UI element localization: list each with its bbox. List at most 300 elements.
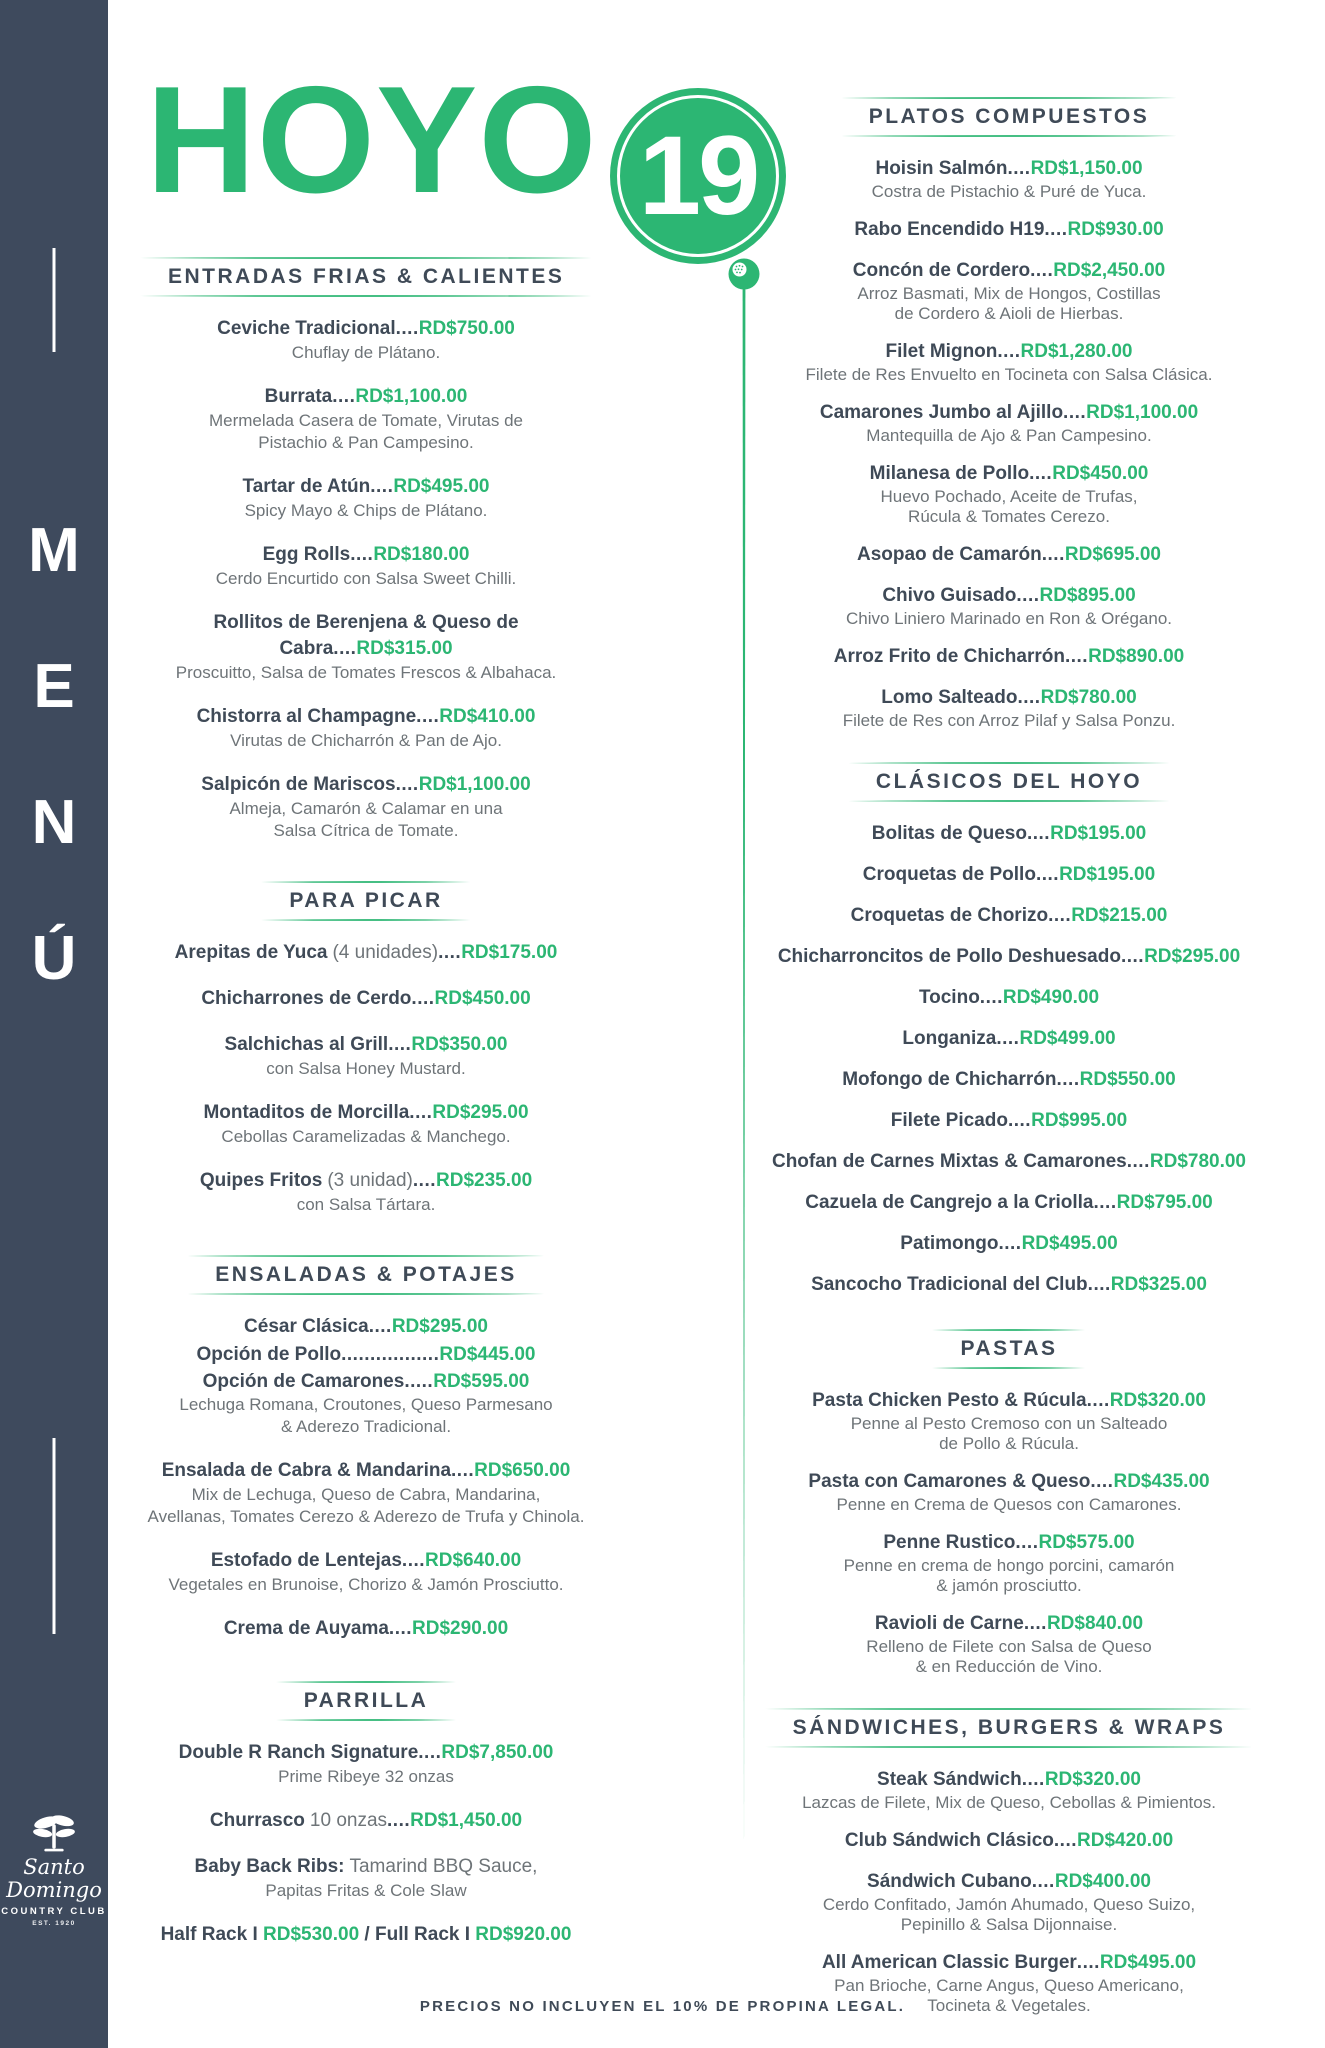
item-variant-label: / <box>359 1924 375 1945</box>
item-variant-label: Half Rack I <box>160 1924 264 1945</box>
item-description-line: Cerdo Confitado, Jamón Ahumado, Queso Suizo, <box>822 1895 1196 1914</box>
item-description-line: Prime Ribeye 32 onzas <box>278 1767 454 1786</box>
item-name: Chicharrones de Cerdo <box>201 988 412 1009</box>
section-rule <box>848 799 1170 803</box>
menu-item-line <box>760 944 1258 970</box>
item-price: RD$450.00 <box>1052 463 1149 484</box>
menu-letter: E <box>33 652 75 721</box>
menu-item-line <box>140 1740 592 1766</box>
item-description-line: Mantequilla de Ajo & Pan Campesino. <box>866 426 1152 445</box>
menu-section-para-picar <box>140 880 592 1216</box>
item-leader-dots: .... <box>997 341 1021 362</box>
item-leader-dots: .... <box>1041 544 1065 565</box>
option-price: RD$595.00 <box>433 1371 530 1392</box>
item-name: Hoisin Salmón <box>875 158 1008 179</box>
menu-item <box>760 985 1258 1011</box>
item-price: RD$350.00 <box>411 1034 508 1055</box>
section-rule <box>765 1745 1254 1749</box>
menu-item <box>140 542 592 590</box>
menu-item-option <box>140 1342 592 1367</box>
menu-item-line <box>760 1190 1258 1216</box>
item-price: RD$650.00 <box>474 1460 571 1481</box>
section-rule <box>276 1718 457 1722</box>
menu-item-line <box>760 821 1258 847</box>
item-price: RD$235.00 <box>436 1170 533 1191</box>
menu-item-line <box>140 1168 592 1194</box>
section-title: PARRILLA <box>303 1689 429 1712</box>
sidebar <box>0 0 108 2048</box>
item-leader-dots: .... <box>1030 260 1054 281</box>
item-price: RD$320.00 <box>1109 1390 1206 1411</box>
menu-item-line <box>760 1026 1258 1052</box>
item-leader-dots: .... <box>998 1233 1022 1254</box>
item-leader-dots: .... <box>370 476 394 497</box>
item-price: RD$295.00 <box>432 1102 529 1123</box>
club-established: EST. 1920 <box>32 1920 76 1928</box>
item-description-line: & jamón prosciutto. <box>936 1576 1082 1595</box>
item-leader-dots: .... <box>1044 219 1068 240</box>
menu-item <box>760 1828 1258 1854</box>
item-description-line: Virutas de Chicharrón & Pan de Ajo. <box>230 731 502 750</box>
item-price: RD$175.00 <box>461 942 558 963</box>
item-leader-dots: .... <box>350 544 374 565</box>
menu-item <box>760 1869 1258 1935</box>
item-name: Filete Picado <box>890 1110 1008 1131</box>
item-name: Filet Mignon <box>885 341 998 362</box>
menu-item <box>760 1272 1258 1298</box>
item-leader-dots: .... <box>1053 1830 1078 1851</box>
item-name: Burrata <box>264 386 333 407</box>
menu-item <box>760 1767 1258 1813</box>
menu-item-line <box>760 1388 1258 1414</box>
item-note: (4 unidades) <box>332 942 439 963</box>
item-name: Concón de Cordero <box>852 260 1031 281</box>
menu-item <box>140 986 592 1012</box>
menu-item-line <box>760 903 1258 929</box>
menu-item-line <box>760 1108 1258 1134</box>
option-price: RD$445.00 <box>439 1344 536 1365</box>
section-title: PLATOS COMPUESTOS <box>868 105 1150 128</box>
menu-item-line <box>140 1854 592 1880</box>
option-name: Opción de Pollo <box>196 1344 342 1365</box>
item-name: Estofado de Lentejas <box>210 1550 402 1571</box>
menu-item <box>140 1740 592 1788</box>
item-name: Penne Rustico <box>883 1532 1016 1553</box>
item-leader-dots: .... <box>979 987 1003 1008</box>
menu-item <box>760 1067 1258 1093</box>
item-leader-dots: .... <box>1021 1769 1045 1790</box>
item-price: RD$180.00 <box>373 544 470 565</box>
item-price: RD$495.00 <box>1021 1233 1118 1254</box>
menu-item <box>760 944 1258 970</box>
section-title: ENTRADAS FRIAS & CALIENTES <box>168 265 565 288</box>
item-name: Montaditos de Morcilla <box>203 1102 410 1123</box>
item-price: RD$795.00 <box>1116 1192 1213 1213</box>
menu-letter: N <box>31 788 77 857</box>
item-leader-dots: .... <box>1087 1274 1111 1295</box>
item-price: RD$290.00 <box>412 1618 509 1639</box>
item-price: RD$750.00 <box>418 318 515 339</box>
item-description-line: Rúcula & Tomates Cerezo. <box>908 507 1110 526</box>
menu-item-line <box>760 1950 1258 1976</box>
menu-item <box>760 461 1258 527</box>
menu-item <box>760 583 1258 629</box>
item-name: Milanesa de Pollo <box>869 463 1030 484</box>
menu-section-s-ndwiches-burgers-wraps <box>760 1707 1258 2016</box>
item-price: RD$295.00 <box>391 1316 488 1337</box>
item-name: All American Classic Burger <box>821 1952 1077 1973</box>
item-name: Sándwich Cubano <box>867 1871 1032 1892</box>
menu-item-line <box>760 985 1258 1011</box>
item-price: RD$295.00 <box>1144 946 1241 967</box>
sidebar-bottom-rule <box>53 1438 56 1634</box>
item-leader-dots: .... <box>388 1034 412 1055</box>
section-header <box>932 1328 1085 1370</box>
menu-section-pastas <box>760 1328 1258 1677</box>
menu-item <box>760 862 1258 888</box>
menu-item <box>760 400 1258 446</box>
item-name: Sancocho Tradicional del Club <box>811 1274 1088 1295</box>
item-price: RD$1,100.00 <box>355 386 468 407</box>
menu-item <box>140 1616 592 1642</box>
section-header <box>261 880 470 922</box>
section-header <box>841 96 1178 138</box>
item-description-line: Huevo Pochado, Aceite de Trufas, <box>880 487 1138 506</box>
item-price: RD$215.00 <box>1071 905 1168 926</box>
item-name: Tartar de Atún <box>242 476 371 497</box>
item-description-line: Vegetales en Brunoise, Chorizo & Jamón Prosciutto. <box>168 1575 564 1594</box>
item-name: Club Sándwich Clásico <box>844 1830 1054 1851</box>
item-name: Rollitos de Berenjena & Queso de Cabra <box>213 612 519 659</box>
menu-item-line <box>760 583 1258 609</box>
menu-item-option <box>140 1369 592 1394</box>
item-name: Camarones Jumbo al Ajillo <box>819 402 1064 423</box>
item-price: RD$780.00 <box>1040 687 1137 708</box>
footer-note: PRECIOS NO INCLUYEN EL 10% DE PROPINA LEGAL. <box>419 1998 906 2015</box>
menu-item-line <box>760 1869 1258 1895</box>
menu-item-line <box>140 1548 592 1574</box>
menu-item <box>140 1922 592 1948</box>
item-leader-dots: .... <box>395 318 419 339</box>
item-name: Patimongo <box>900 1233 999 1254</box>
menu-letter: M <box>28 516 80 585</box>
menu-item-line <box>760 339 1258 365</box>
item-name: Pasta Chicken Pesto & Rúcula <box>812 1390 1087 1411</box>
item-leader-dots: .... <box>411 988 435 1009</box>
item-name: Cazuela de Cangrejo a la Criolla <box>805 1192 1094 1213</box>
item-description-line: Lazcas de Filete, Mix de Queso, Cebollas & Pimientos. <box>802 1793 1216 1812</box>
item-price: RD$325.00 <box>1110 1274 1207 1295</box>
item-price: RD$695.00 <box>1064 544 1161 565</box>
item-leader-dots: .... <box>1056 1069 1080 1090</box>
menu-item-line <box>760 1272 1258 1298</box>
menu-item <box>760 1530 1258 1596</box>
menu-item <box>140 1548 592 1596</box>
item-description-line: de Cordero & Aioli de Hierbas. <box>894 304 1124 323</box>
item-leader-dots: .... <box>451 1460 475 1481</box>
item-description-line: con Salsa Honey Mustard. <box>266 1059 466 1078</box>
item-description-line: Pan Brioche, Carne Angus, Queso Americano, <box>834 1976 1184 1995</box>
item-name: Ceviche Tradicional <box>217 318 396 339</box>
menu-item-line <box>760 1149 1258 1175</box>
menu-item-line <box>760 542 1258 568</box>
item-price: RD$780.00 <box>1149 1151 1246 1172</box>
menu-item-line <box>760 1067 1258 1093</box>
item-price: RD$1,450.00 <box>410 1810 523 1831</box>
section-title: ENSALADAS & POTAJES <box>215 1263 517 1286</box>
section-rule <box>261 918 470 922</box>
item-price: RD$920.00 <box>475 1924 572 1945</box>
country-club-logo <box>0 1812 108 1927</box>
item-name: Ravioli de Carne <box>874 1613 1024 1634</box>
item-name: Quipes Fritos <box>199 1170 323 1191</box>
menu-item <box>140 1314 592 1438</box>
menu-item <box>140 1168 592 1216</box>
item-price: RD$640.00 <box>425 1550 522 1571</box>
item-price: RD$550.00 <box>1079 1069 1176 1090</box>
menu-vertical-title <box>0 516 108 993</box>
menu-item-line <box>140 1100 592 1126</box>
item-leader-dots: .... <box>1031 1871 1055 1892</box>
section-title: SÁNDWICHES, BURGERS & WRAPS <box>792 1716 1226 1739</box>
section-header <box>187 1254 544 1296</box>
menu-item <box>140 1808 592 1834</box>
section-title: PARA PICAR <box>289 889 443 912</box>
item-price: RD$499.00 <box>1019 1028 1116 1049</box>
option-leader-dots: ................. <box>341 1344 440 1365</box>
section-title: PASTAS <box>960 1337 1058 1360</box>
item-name: César Clásica <box>244 1316 369 1337</box>
menu-item <box>140 474 592 522</box>
menu-item-line <box>140 1314 592 1340</box>
menu-section-parrilla <box>140 1680 592 1948</box>
menu-item <box>760 1611 1258 1677</box>
item-price: RD$840.00 <box>1046 1613 1144 1634</box>
item-leader-dots: .... <box>1007 158 1031 179</box>
item-name: Arepitas de Yuca <box>174 942 328 963</box>
item-price: RD$195.00 <box>1050 823 1147 844</box>
menu-item-line <box>760 1611 1258 1637</box>
menu-item-line <box>760 217 1258 243</box>
menu-item <box>760 644 1258 670</box>
section-header <box>765 1707 1254 1749</box>
item-leader-dots: .... <box>1090 1471 1114 1492</box>
menu-section-cl-sicos-del-hoyo <box>760 761 1258 1298</box>
menu-item-line <box>140 1458 592 1484</box>
item-description-line: Avellanas, Tomates Cerezo & Aderezo de Trufa y Chinola. <box>147 1507 585 1526</box>
item-price: RD$410.00 <box>439 706 536 727</box>
menu-item-line <box>140 384 592 410</box>
item-description-line: Costra de Pistachio & Puré de Yuca. <box>871 182 1147 201</box>
item-description-line: Chuflay de Plátano. <box>291 343 441 362</box>
menu-item <box>140 704 592 752</box>
menu-item <box>140 1458 592 1528</box>
item-name: Arroz Frito de Chicharrón <box>833 646 1065 667</box>
menu-item <box>760 1231 1258 1257</box>
item-leader-dots: .... <box>395 774 419 795</box>
club-name-caps: COUNTRY CLUB <box>1 1906 107 1918</box>
item-description-line: Mermelada Casera de Tomate, Virutas de <box>208 411 524 430</box>
item-name: Mofongo de Chicharrón <box>842 1069 1057 1090</box>
menu-item <box>140 1032 592 1080</box>
menu-letter: Ú <box>31 924 77 993</box>
item-description-line: Chivo Liniero Marinado en Ron & Orégano. <box>845 609 1173 628</box>
menu-item-line <box>140 940 592 966</box>
item-description-line: Salsa Cítrica de Tomate. <box>273 821 459 840</box>
section-header <box>848 761 1170 803</box>
menu-item <box>140 316 592 364</box>
item-price: RD$1,280.00 <box>1020 341 1133 362</box>
item-description-line: Spicy Mayo & Chips de Plátano. <box>244 501 488 520</box>
item-price: RD$450.00 <box>434 988 531 1009</box>
item-name: Longaniza <box>902 1028 997 1049</box>
item-description-line: Filete de Res con Arroz Pilaf y Salsa Ponzu. <box>842 711 1176 730</box>
menu-item-line <box>760 1530 1258 1556</box>
menu-item <box>140 1100 592 1148</box>
section-rule <box>140 294 592 298</box>
menu-item <box>760 685 1258 731</box>
item-description-line: Penne en Crema de Quesos con Camarones. <box>836 1495 1182 1514</box>
item-name: Pasta con Camarones & Queso <box>808 1471 1091 1492</box>
item-price: RD$1,100.00 <box>1086 402 1199 423</box>
item-note: (3 unidad) <box>327 1170 413 1191</box>
item-name: Ensalada de Cabra & Mandarina <box>161 1460 452 1481</box>
item-leader-dots: .... <box>1007 1110 1032 1131</box>
item-leader-dots: .... <box>1015 1532 1039 1553</box>
item-description-line: Almeja, Camarón & Calamar en una <box>229 799 503 818</box>
item-description-line: Pepinillo & Salsa Dijonnaise. <box>900 1915 1118 1934</box>
menu-item-line <box>140 1616 592 1642</box>
item-price: RD$7,850.00 <box>441 1742 554 1763</box>
item-name: Chivo Guisado <box>882 585 1017 606</box>
item-price: RD$1,150.00 <box>1030 158 1143 179</box>
item-leader-dots: .... <box>416 706 440 727</box>
menu-item <box>140 610 592 684</box>
item-price: RD$530.00 <box>263 1924 360 1945</box>
item-name: Croquetas de Pollo <box>862 864 1036 885</box>
menu-item <box>140 384 592 454</box>
menu-item <box>760 1149 1258 1175</box>
item-description-line: & Aderezo Tradicional. <box>280 1417 452 1436</box>
item-leader-dots: .... <box>1029 463 1053 484</box>
menu-item <box>760 1190 1258 1216</box>
item-price: RD$2,450.00 <box>1053 260 1166 281</box>
menu-item <box>140 1854 592 1902</box>
menu-item <box>760 339 1258 385</box>
item-name: Chicharroncitos de Pollo Deshuesado <box>777 946 1121 967</box>
menu-item-line <box>760 1828 1258 1854</box>
item-leader-dots: .... <box>1093 1192 1117 1213</box>
item-leader-dots: .... <box>401 1550 426 1571</box>
item-description-line: Penne al Pesto Cremoso con un Salteado <box>850 1414 1168 1433</box>
item-price: RD$890.00 <box>1088 646 1185 667</box>
item-name: Salchichas al Grill <box>224 1034 389 1055</box>
item-note: Tamarind BBQ Sauce, <box>349 1856 538 1877</box>
item-leader-dots: .... <box>418 1742 442 1763</box>
item-price: RD$320.00 <box>1044 1769 1141 1790</box>
item-leader-dots: .... <box>996 1028 1020 1049</box>
item-description-line: con Salsa Tártara. <box>296 1195 436 1214</box>
menu-item-line <box>140 1808 592 1834</box>
item-description-line: Filete de Res Envuelto en Tocineta con Salsa Clásica. <box>805 365 1213 384</box>
item-name: Bolitas de Queso <box>871 823 1027 844</box>
item-name: Croquetas de Chorizo <box>850 905 1049 926</box>
item-leader-dots: .... <box>1076 1952 1100 1973</box>
item-description-line: Cebollas Caramelizadas & Manchego. <box>221 1127 511 1146</box>
menu-item-line <box>760 258 1258 284</box>
menu-item-line <box>140 1032 592 1058</box>
menu-item <box>760 217 1258 243</box>
item-price: RD$490.00 <box>1002 987 1100 1008</box>
menu-item-line <box>140 610 592 662</box>
palm-tree-icon <box>27 1812 81 1854</box>
section-title: CLÁSICOS DEL HOYO <box>875 770 1143 793</box>
item-name: Salpicón de Mariscos <box>201 774 396 795</box>
item-leader-dots: .... <box>1016 585 1040 606</box>
item-leader-dots: .... <box>1026 823 1051 844</box>
menu-item-line <box>140 1922 592 1948</box>
item-price: RD$400.00 <box>1054 1871 1151 1892</box>
item-description-line: Lechuga Romana, Croutones, Queso Parmesano <box>179 1395 553 1414</box>
item-name: Double R Ranch Signature <box>178 1742 419 1763</box>
menu-item-line <box>140 772 592 798</box>
item-price: RD$495.00 <box>1099 1952 1197 1973</box>
item-description-line: Relleno de Filete con Salsa de Queso <box>866 1637 1152 1656</box>
item-leader-dots: .... <box>438 942 462 963</box>
item-leader-dots: .... <box>409 1102 433 1123</box>
item-description-line: Papitas Fritas & Cole Slaw <box>265 1881 467 1900</box>
menu-column-left <box>140 256 592 1986</box>
section-header <box>140 256 592 298</box>
item-price: RD$495.00 <box>393 476 490 497</box>
menu-item-line <box>760 685 1258 711</box>
menu-item <box>760 1469 1258 1515</box>
item-name: Asopao de Camarón <box>856 544 1042 565</box>
item-price: RD$575.00 <box>1038 1532 1135 1553</box>
item-price: RD$435.00 <box>1113 1471 1210 1492</box>
item-leader-dots: .... <box>412 1170 437 1191</box>
item-leader-dots: .... <box>1023 1613 1047 1634</box>
item-leader-dots: .... <box>388 1618 413 1639</box>
item-price: RD$315.00 <box>356 638 453 659</box>
menu-item-line <box>140 542 592 568</box>
menu-item-line <box>760 862 1258 888</box>
item-description-line: Tocineta & Vegetales. <box>927 1996 1091 2015</box>
item-price: RD$895.00 <box>1039 585 1136 606</box>
menu-item <box>760 903 1258 929</box>
item-leader-dots: .... <box>332 386 356 407</box>
option-name: Opción de Camarones <box>202 1371 405 1392</box>
brand-number: 19 <box>638 113 758 238</box>
item-leader-dots: .... <box>1126 1151 1150 1172</box>
menu-item-line <box>140 316 592 342</box>
brand-hoyo-wordmark: HOYO <box>146 55 598 225</box>
item-price: RD$995.00 <box>1031 1110 1128 1131</box>
item-name: Steak Sándwich <box>877 1769 1022 1790</box>
item-name: Rabo Encendido H19 <box>854 219 1045 240</box>
menu-item-line <box>760 400 1258 426</box>
item-price: RD$930.00 <box>1067 219 1164 240</box>
menu-column-right <box>760 96 1258 2046</box>
menu-item <box>140 940 592 966</box>
menu-item <box>760 1026 1258 1052</box>
item-leader-dots: .... <box>1035 864 1060 885</box>
item-leader-dots: .... <box>333 638 357 659</box>
menu-item <box>760 1108 1258 1134</box>
menu-item <box>760 1388 1258 1454</box>
item-variant-label: Full Rack I <box>374 1924 476 1945</box>
item-name: Chistorra al Champagne <box>196 706 417 727</box>
